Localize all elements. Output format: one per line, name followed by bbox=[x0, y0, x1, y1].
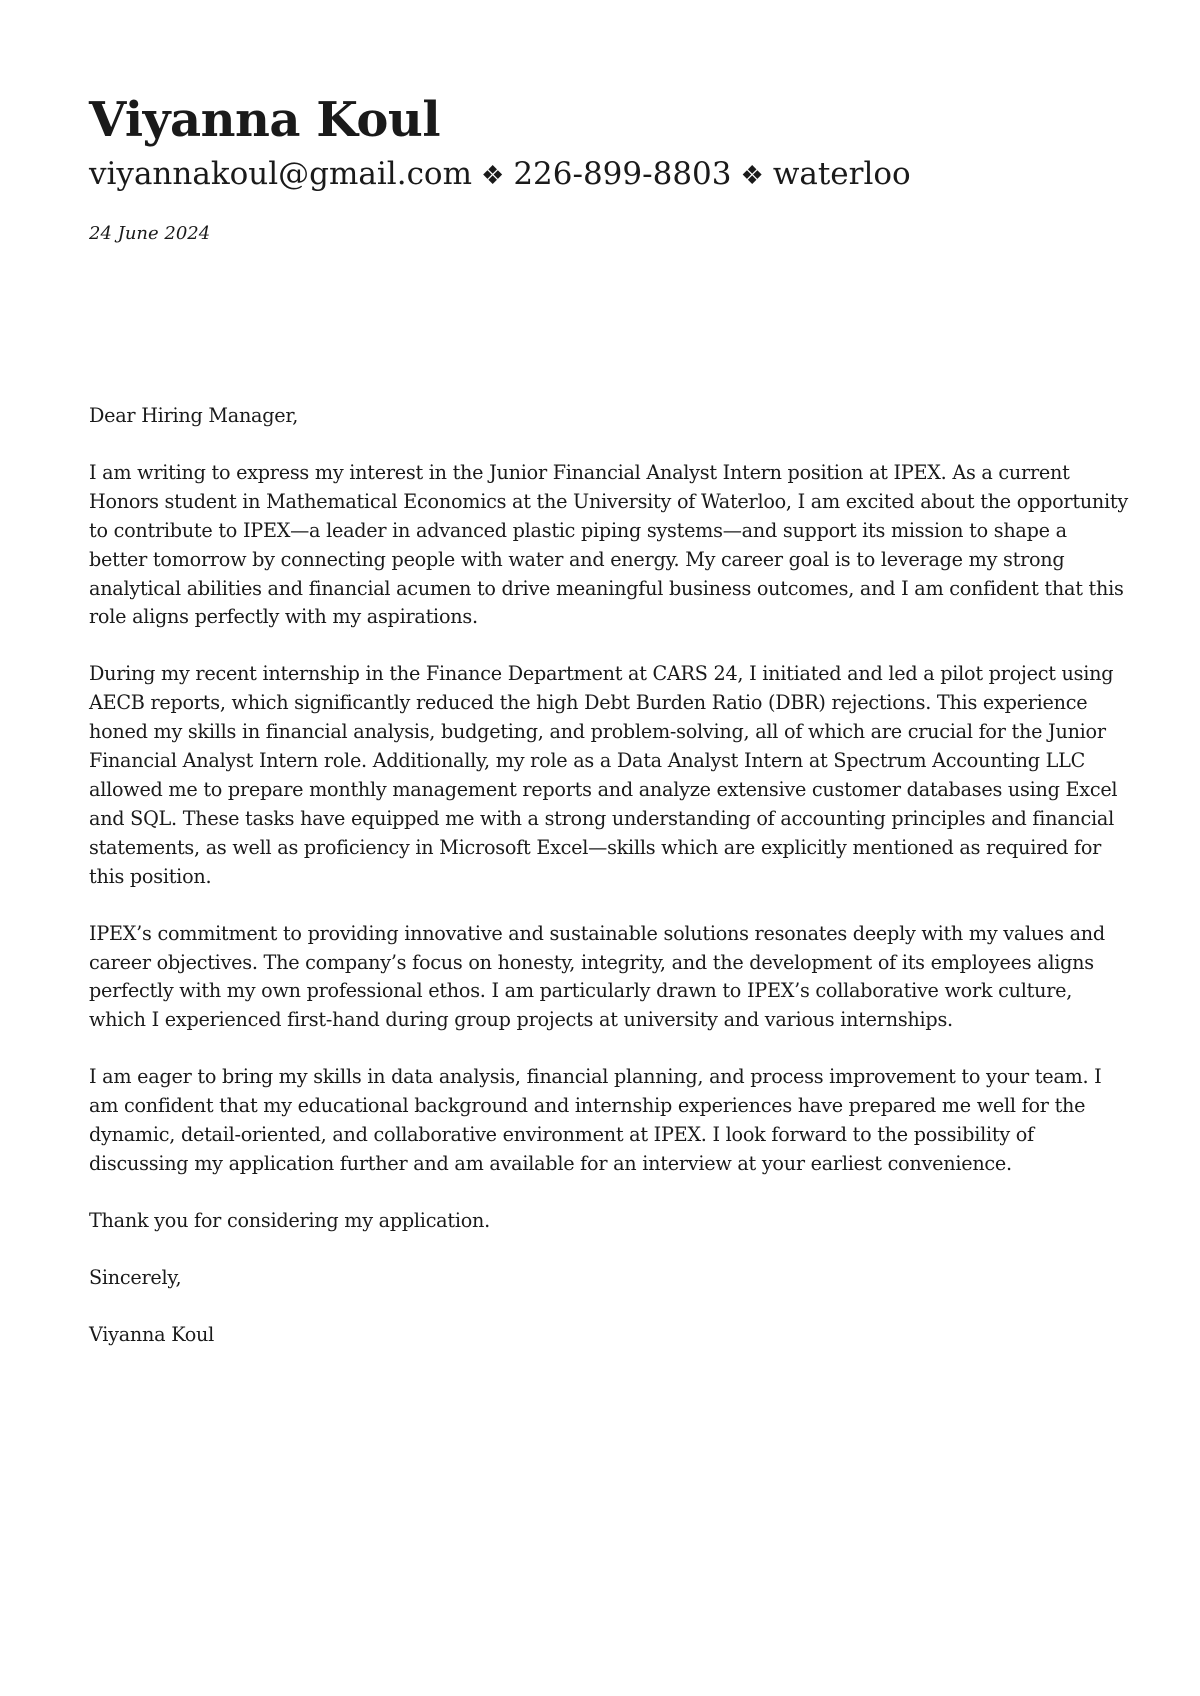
phone: 226-899-8803 bbox=[513, 156, 732, 192]
signature: Viyanna Koul bbox=[89, 1322, 215, 1346]
contact-line bbox=[89, 154, 1129, 196]
salutation: Dear Hiring Manager, bbox=[89, 404, 299, 427]
applicant-name: Viyanna Koul bbox=[89, 92, 441, 148]
diamond-separator-icon: ❖ bbox=[481, 161, 505, 191]
paragraph: I am eager to bring my skills in data analysis, financial planning, and process improvement to your team. I am confident that my educational background and internship experiences have prepared me well for the dynamic, detail-oriented, and collaborative environment at IPEX. I look forward to the possibility of discussing my application further and am available for an interview at your earliest convenience. bbox=[89, 1065, 1102, 1175]
diamond-separator-icon: ❖ bbox=[740, 161, 764, 191]
closing-line: Thank you for considering my application. bbox=[89, 1208, 490, 1232]
cover-letter-page bbox=[89, 92, 1129, 1346]
paragraph: IPEX’s commitment to providing innovative and sustainable solutions resonates deeply with my values and career objectives. The company’s focus on honesty, integrity, and the development of its employees aligns perfectly with my own professional ethos. I am particularly drawn to IPEX’s collaborative work culture, which I experienced first-hand during group projects at university and various internships. bbox=[89, 921, 1105, 1032]
email: viyannakoul@gmail.com bbox=[89, 156, 472, 192]
location: waterloo bbox=[772, 156, 911, 192]
paragraph: During my recent internship in the Finance Department at CARS 24, I initiated and led a pilot project using AECB reports, which significantly reduced the high Debt Burden Ratio (DBR) rejections. This experience honed my skills in financial analysis, budgeting, and problem-solving, all of which are crucial for the Junior Financial Analyst Intern role. Additionally, my role as a Data Analyst Intern at Spectrum Accounting LLC allowed me to prepare monthly management reports and analyze extensive customer databases using Excel and SQL. These tasks have equipped me with a strong understanding of accounting principles and financial statements, as well as proficiency in Microsoft Excel—skills which are explicitly mentioned as required for this position. bbox=[89, 662, 1118, 888]
letter-body bbox=[89, 402, 1129, 1378]
sign-off: Sincerely, bbox=[89, 1265, 182, 1289]
letter-date: 24 June 2024 bbox=[89, 223, 211, 244]
paragraph: I am writing to express my interest in the Junior Financial Analyst Intern position at IPEX. As a current Honors student in Mathematical Economics at the University of Waterloo, I am excited about the opportunity to contribute to IPEX—a leader in advanced plastic piping systems—and support its mission to shape a better tomorrow by connecting people with water and energy. My career goal is to leverage my strong analytical abilities and financial acumen to drive meaningful business outcomes, and I am confident that this role aligns perfectly with my aspirations. bbox=[89, 460, 1128, 629]
